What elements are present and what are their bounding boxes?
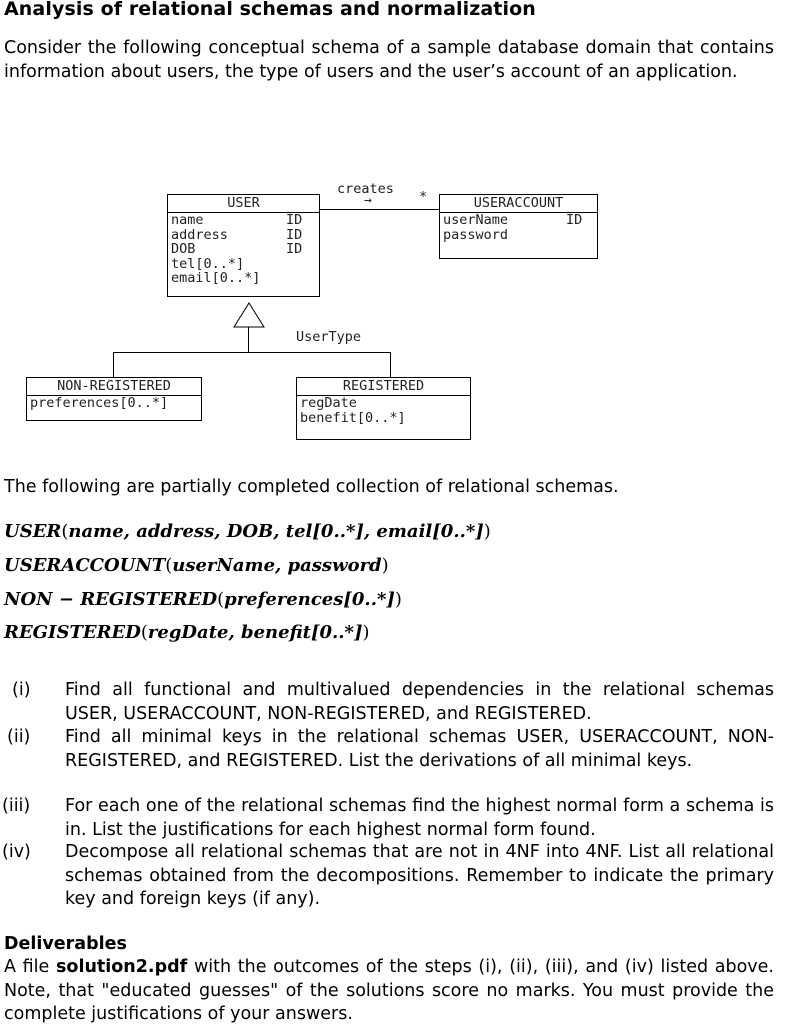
relational-schema: USERACCOUNT(userName, password) [4, 555, 389, 576]
question-text: Find all minimal keys in the relational schemas USER, USERACCOUNT, NON-REGISTERED, and REGISTERED. List the derivations of all minimal keys. [65, 727, 774, 771]
relational-schema: NON − REGISTERED(preferences[0..*]) [4, 589, 402, 610]
generalization-bar-line [113, 352, 391, 353]
multiplicity-label: * [419, 189, 428, 205]
relational-schema: USER(name, address, DOB, tel[0..*], email[0..*]) [4, 521, 491, 542]
user-attr: tel[0..*] [171, 255, 245, 272]
schema-name: USERACCOUNT [4, 555, 166, 576]
user-id-marker: ID [286, 241, 303, 257]
nonregistered-attr: preferences[0..*] [30, 395, 169, 411]
deliverables-heading: Deliverables [4, 934, 127, 954]
schema-content: userName, password [172, 555, 382, 576]
useraccount-entity-box [439, 194, 598, 259]
schema-content: preferences[0..*] [224, 589, 395, 610]
nonregistered-entity-name: NON-REGISTERED [27, 378, 201, 396]
schemas-intro: The following are partially completed collection of relational schemas. [4, 477, 619, 497]
schema-name: NON − REGISTERED [4, 589, 218, 610]
registered-entity-box [296, 377, 471, 440]
deliverables-text [4, 956, 774, 1027]
user-entity-name: USER [168, 195, 319, 213]
question-number: (iv) [2, 842, 31, 862]
useraccount-attr: password [443, 226, 509, 243]
question-text: For each one of the relational schemas find the highest normal form a schema is in. List the justifications for each highest normal form found. [65, 796, 774, 840]
useraccount-attr: userName [443, 212, 509, 228]
question-number: (ii) [7, 727, 31, 747]
schema-name: USER [4, 521, 62, 542]
association-label: creates [337, 181, 394, 197]
deliverables-text-end: with the outcomes of the steps (i), (ii), (iii), and (iv) listed above. Note, that "educated guesses" of the solutions score no marks. You must provide the complete justifications of your answers. [4, 957, 774, 1024]
generalization-triangle-icon [232, 302, 266, 328]
user-attr: address [171, 226, 228, 243]
user-id-marker: ID [286, 226, 303, 243]
association-arrow-icon: → [364, 193, 372, 208]
question-text: Find all functional and multivalued dependencies in the relational schemas USER, USERACCOUNT, NON-REGISTERED, and REGISTERED. [65, 680, 774, 724]
question-number: (iii) [2, 796, 31, 816]
registered-attr: regDate [300, 395, 357, 411]
association-line [319, 209, 439, 210]
nonregistered-entity-box [26, 377, 202, 421]
user-attr: email[0..*] [171, 270, 261, 286]
generalization-right-line [390, 352, 391, 377]
page-title: Analysis of relational schemas and normalization [4, 0, 536, 20]
useraccount-entity-name: USERACCOUNT [440, 195, 597, 213]
user-entity-box [167, 194, 320, 297]
registered-attr: benefit[0..*] [300, 409, 406, 426]
intro-paragraph: Consider the following conceptual schema of a sample database domain that contains information about users, the type of users and the user’s account of an application. [4, 38, 774, 82]
schema-content: regDate, benefit[0..*] [147, 622, 363, 643]
schema-name: REGISTERED [4, 622, 141, 643]
useraccount-id-marker: ID [566, 212, 583, 228]
deliverables-text-start: A file [4, 957, 57, 977]
user-id-marker: ID [286, 212, 303, 228]
question-number: (i) [12, 680, 31, 700]
user-attr: name [171, 212, 204, 228]
registered-entity-name: REGISTERED [297, 378, 470, 396]
relational-schema: REGISTERED(regDate, benefit[0..*]) [4, 622, 370, 643]
schema-content: name, address, DOB, tel[0..*], email[0..*] [68, 521, 484, 542]
deliverables-filename: solution2.pdf [56, 957, 188, 977]
question-text: Decompose all relational schemas that are not in 4NF into 4NF. List all relational schemas obtained from the decompositions. Remember to indicate the primary key and foreign keys (if any). [65, 842, 774, 909]
generalization-stem-line [248, 327, 249, 352]
generalization-left-line [113, 352, 114, 377]
generalization-label: UserType [296, 329, 362, 345]
user-attr: DOB [171, 241, 196, 257]
